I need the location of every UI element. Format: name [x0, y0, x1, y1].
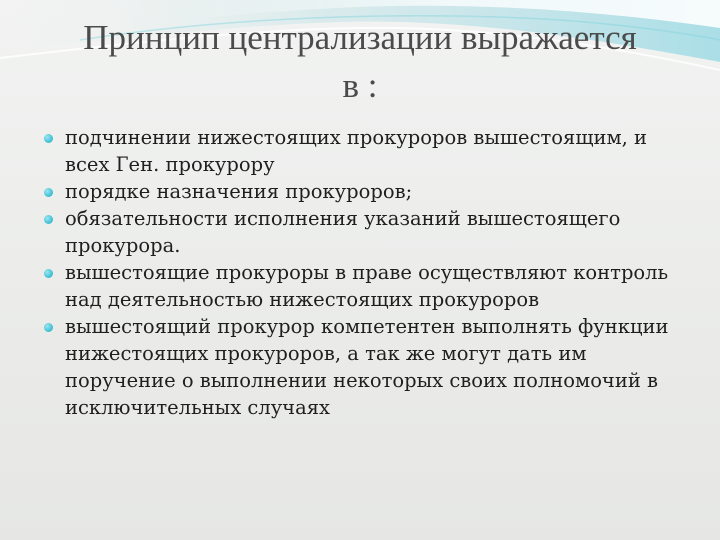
bullet-text: вышестоящий прокурор компетентен выполнять функции нижестоящих прокуроров, а так же могут дать им поручение о выполнении некоторых своих полномочий в исключительных случаях	[65, 315, 669, 419]
bullet-item	[44, 313, 684, 421]
circle-bullet-icon	[44, 188, 53, 197]
bullet-item	[44, 124, 684, 178]
circle-bullet-icon	[44, 323, 53, 332]
bullet-item	[44, 178, 684, 205]
slide-title-line-2: в :	[342, 66, 378, 105]
bullet-item	[44, 259, 684, 313]
circle-bullet-icon	[44, 134, 53, 143]
bullet-text: порядке назначения прокуроров;	[65, 180, 413, 203]
bullet-text: обязательности исполнения указаний вышестоящего прокурора.	[65, 207, 621, 257]
bullet-text: вышестоящие прокуроры в праве осуществляют контроль над деятельностью нижестоящих прокуроров	[65, 261, 669, 311]
circle-bullet-icon	[44, 215, 53, 224]
circle-bullet-icon	[44, 269, 53, 278]
bullet-list	[44, 124, 684, 421]
slide-title-line-1: Принцип централизации выражается	[83, 18, 637, 57]
slide-title	[24, 14, 696, 110]
bullet-text: подчинении нижестоящих прокуроров вышестоящим, и всех Ген. прокурору	[65, 126, 648, 176]
bullet-item	[44, 205, 684, 259]
